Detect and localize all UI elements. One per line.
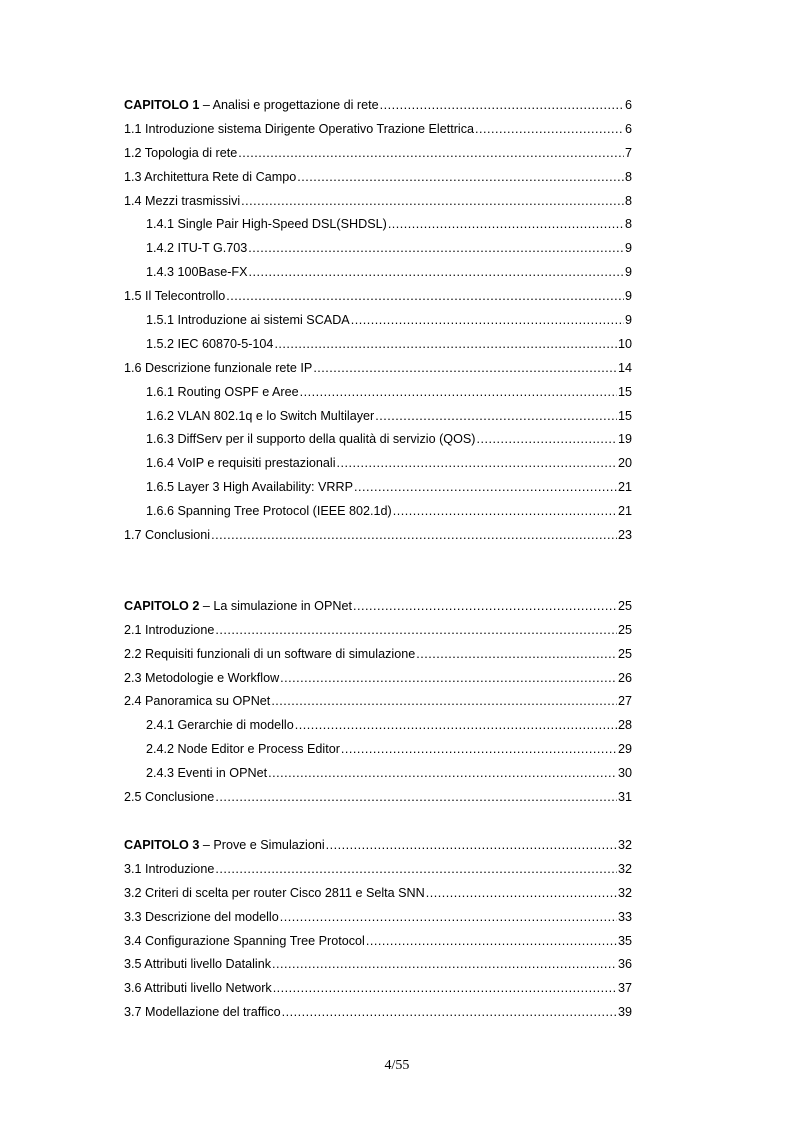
- toc-section-entry[interactable]: [124, 930, 632, 954]
- entry-label: 2.4.1 Gerarchie di modello: [146, 718, 294, 733]
- page-ref: 8: [624, 169, 632, 184]
- page-ref: 6: [624, 98, 632, 112]
- toc-section-entry[interactable]: [124, 643, 632, 667]
- leader-dots: [300, 381, 617, 405]
- entry-label: 1.4.3 100Base-FX: [146, 265, 248, 280]
- chapter-title: [124, 94, 379, 118]
- leader-dots: [268, 762, 617, 786]
- entry-label: 1.4.2 ITU-T G.703: [146, 241, 248, 256]
- toc-section-entry[interactable]: [124, 190, 632, 214]
- page-ref: 26: [617, 670, 632, 685]
- leader-dots: [248, 237, 624, 261]
- chapter-section: [124, 834, 632, 1025]
- chapter-title: [124, 834, 325, 858]
- page-ref: 7: [624, 145, 632, 160]
- leader-dots: [476, 428, 617, 452]
- toc-section-entry[interactable]: [124, 357, 632, 381]
- page-ref: 9: [624, 289, 632, 304]
- entry-label: 1.6.4 VoIP e requisiti prestazionali: [146, 456, 336, 471]
- page-ref: 28: [617, 718, 632, 733]
- leader-dots: [375, 405, 617, 429]
- entry-label: 2.1 Introduzione: [124, 622, 215, 637]
- chapter-section: [124, 595, 632, 810]
- leader-dots: [282, 1001, 617, 1025]
- entry-label: 1.1 Introduzione sistema Dirigente Operativo Trazione Elettrica: [124, 121, 474, 136]
- table-of-contents: [124, 94, 632, 1025]
- leader-dots: [416, 643, 617, 667]
- toc-subsection-entry[interactable]: [124, 333, 632, 357]
- page-ref: 21: [617, 504, 632, 519]
- page-ref: 15: [617, 384, 632, 399]
- page-ref: 39: [617, 1005, 632, 1020]
- toc-subsection-entry[interactable]: [124, 428, 632, 452]
- entry-label: 1.5 Il Telecontrollo: [124, 289, 226, 304]
- entry-label: 1.2 Topologia di rete: [124, 145, 238, 160]
- page-ref: 14: [617, 360, 632, 375]
- toc-subsection-entry[interactable]: [124, 452, 632, 476]
- toc-section-entry[interactable]: [124, 882, 632, 906]
- entry-label: 3.6 Attributi livello Network: [124, 981, 272, 996]
- page-ref: 9: [624, 265, 632, 280]
- page-ref: 30: [617, 766, 632, 781]
- entry-label: 1.4 Mezzi trasmissivi: [124, 193, 241, 208]
- chapter-name: – Prove e Simulazioni: [199, 837, 325, 852]
- page-ref: 19: [617, 432, 632, 447]
- page-ref: 32: [617, 861, 632, 876]
- leader-dots: [241, 190, 624, 214]
- entry-label: 3.5 Attributi livello Datalink: [124, 957, 271, 972]
- page-ref: 9: [624, 313, 632, 328]
- leader-dots: [354, 476, 617, 500]
- leader-dots: [280, 667, 617, 691]
- toc-subsection-entry[interactable]: [124, 261, 632, 285]
- leader-dots: [238, 142, 624, 166]
- entry-label: 1.6.6 Spanning Tree Protocol (IEEE 802.1d): [146, 504, 392, 519]
- toc-subsection-entry[interactable]: [124, 237, 632, 261]
- toc-section-entry[interactable]: [124, 524, 632, 548]
- page-number: 4/55: [384, 1058, 410, 1073]
- leader-dots: [215, 858, 617, 882]
- page-ref: 25: [617, 598, 632, 613]
- entry-label: 3.4 Configurazione Spanning Tree Protocol: [124, 933, 365, 948]
- toc-subsection-entry[interactable]: [124, 500, 632, 524]
- entry-label: 1.6.2 VLAN 802.1q e lo Switch Multilayer: [146, 408, 375, 423]
- page-ref: 27: [617, 694, 632, 709]
- page-ref: 36: [617, 957, 632, 972]
- page-ref: 8: [624, 193, 632, 208]
- entry-label: 1.5.1 Introduzione ai sistemi SCADA: [146, 313, 350, 328]
- leader-dots: [353, 595, 617, 619]
- page-ref: 33: [617, 909, 632, 924]
- toc-subsection-entry[interactable]: [124, 213, 632, 237]
- page-ref: 25: [617, 646, 632, 661]
- entry-label: 1.4.1 Single Pair High-Speed DSL(SHDSL): [146, 217, 387, 232]
- leader-dots: [297, 166, 624, 190]
- chapter-number: CAPITOLO 2: [124, 598, 200, 613]
- entry-label: 1.6.1 Routing OSPF e Aree: [146, 384, 299, 399]
- entry-label: 2.4.2 Node Editor e Process Editor: [146, 742, 340, 757]
- page-ref: 20: [617, 456, 632, 471]
- entry-label: 3.2 Criteri di scelta per router Cisco 2811 e Selta SNN: [124, 885, 425, 900]
- entry-label: 1.6.5 Layer 3 High Availability: VRRP: [146, 480, 353, 495]
- entry-label: 2.3 Metodologie e Workflow: [124, 670, 280, 685]
- entry-label: 1.6.3 DiffServ per il supporto della qualità di servizio (QOS): [146, 432, 476, 447]
- chapter-name: – Analisi e progettazione di rete: [199, 98, 379, 112]
- entry-label: 2.4.3 Eventi in OPNet: [146, 766, 268, 781]
- chapter-number: CAPITOLO 1: [124, 98, 200, 112]
- leader-dots: [341, 738, 617, 762]
- leader-dots: [249, 261, 624, 285]
- page-ref: 6: [624, 121, 632, 136]
- leader-dots: [272, 953, 617, 977]
- toc-chapter-heading[interactable]: [124, 834, 632, 858]
- page-ref: 15: [617, 408, 632, 423]
- entry-label: 1.3 Architettura Rete di Campo: [124, 169, 297, 184]
- toc-subsection-entry[interactable]: [124, 738, 632, 762]
- leader-dots: [313, 357, 617, 381]
- entry-label: 1.5.2 IEC 60870-5-104: [146, 336, 274, 351]
- leader-dots: [273, 977, 617, 1001]
- page-ref: 37: [617, 981, 632, 996]
- entry-label: 1.6 Descrizione funzionale rete IP: [124, 360, 313, 375]
- leader-dots: [211, 524, 617, 548]
- page-ref: 25: [617, 622, 632, 637]
- toc-subsection-entry[interactable]: [124, 762, 632, 786]
- leader-dots: [326, 834, 617, 858]
- leader-dots: [475, 118, 624, 142]
- leader-dots: [351, 309, 624, 333]
- leader-dots: [280, 906, 617, 930]
- toc-subsection-entry[interactable]: [124, 309, 632, 333]
- page-ref: 9: [624, 241, 632, 256]
- toc-section-entry[interactable]: [124, 953, 632, 977]
- toc-section-entry[interactable]: [124, 690, 632, 714]
- page-ref: 10: [617, 336, 632, 351]
- entry-label: 3.1 Introduzione: [124, 861, 215, 876]
- toc-section-entry[interactable]: [124, 906, 632, 930]
- leader-dots: [366, 930, 617, 954]
- page-ref: 29: [617, 742, 632, 757]
- toc-subsection-entry[interactable]: [124, 381, 632, 405]
- toc-section-entry[interactable]: [124, 786, 632, 810]
- toc-section-entry[interactable]: [124, 858, 632, 882]
- leader-dots: [426, 882, 617, 906]
- toc-section-entry[interactable]: [124, 166, 632, 190]
- toc-section-entry[interactable]: [124, 619, 632, 643]
- toc-subsection-entry[interactable]: [124, 405, 632, 429]
- entry-label: 2.4 Panoramica su OPNet: [124, 694, 271, 709]
- leader-dots: [295, 714, 617, 738]
- toc-section-entry[interactable]: [124, 285, 632, 309]
- leader-dots: [337, 452, 617, 476]
- page-ref: 31: [617, 790, 632, 805]
- toc-section-entry[interactable]: [124, 118, 632, 142]
- toc-section-entry[interactable]: [124, 1001, 632, 1025]
- toc-chapter-heading[interactable]: [124, 94, 632, 118]
- leader-dots: [226, 285, 624, 309]
- page-ref: 32: [617, 885, 632, 900]
- toc-chapter-heading[interactable]: [124, 595, 632, 619]
- page-ref: 23: [617, 528, 632, 543]
- page-ref: 21: [617, 480, 632, 495]
- leader-dots: [388, 213, 624, 237]
- toc-section-entry[interactable]: [124, 667, 632, 691]
- chapter-name: – La simulazione in OPNet: [199, 598, 352, 613]
- entry-label: 1.7 Conclusioni: [124, 528, 211, 543]
- entry-label: 3.3 Descrizione del modello: [124, 909, 279, 924]
- chapter-title: [124, 595, 352, 619]
- page-ref: 35: [617, 933, 632, 948]
- toc-subsection-entry[interactable]: [124, 476, 632, 500]
- entry-label: 2.2 Requisiti funzionali di un software di simulazione: [124, 646, 416, 661]
- page-ref: 32: [617, 837, 632, 852]
- leader-dots: [215, 619, 617, 643]
- leader-dots: [215, 786, 617, 810]
- toc-section-entry[interactable]: [124, 977, 632, 1001]
- leader-dots: [380, 94, 624, 118]
- entry-label: 3.7 Modellazione del traffico: [124, 1005, 281, 1020]
- leader-dots: [274, 333, 617, 357]
- toc-subsection-entry[interactable]: [124, 714, 632, 738]
- entry-label: 2.5 Conclusione: [124, 790, 215, 805]
- leader-dots: [271, 690, 617, 714]
- leader-dots: [393, 500, 617, 524]
- page-ref: 8: [624, 217, 632, 232]
- chapter-number: CAPITOLO 3: [124, 837, 200, 852]
- chapter-section: [124, 94, 632, 548]
- toc-section-entry[interactable]: [124, 142, 632, 166]
